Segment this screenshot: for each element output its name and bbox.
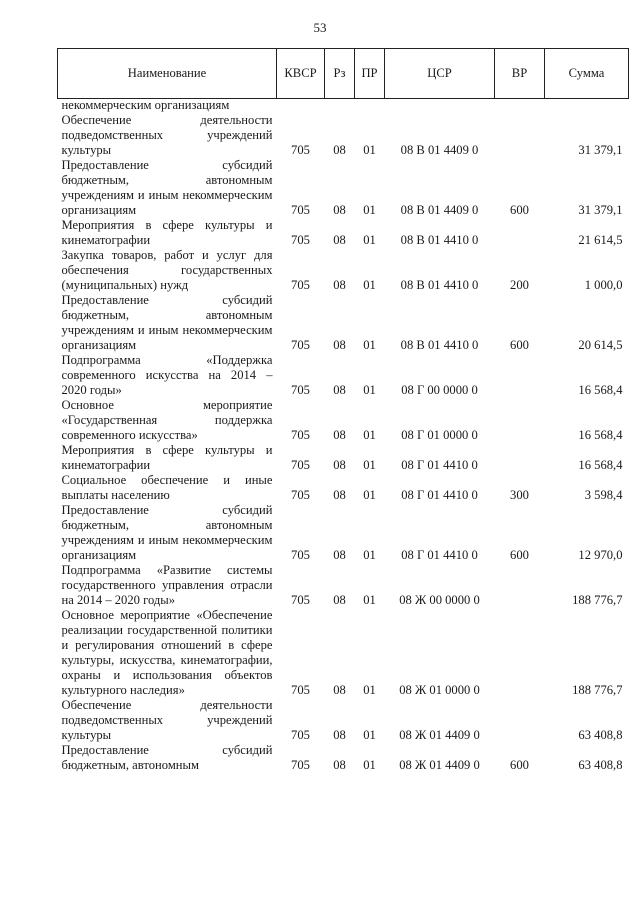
cell-sum: 63 408,8 xyxy=(578,728,623,742)
cell-pr: 01 xyxy=(363,203,376,217)
header-rz: Рз xyxy=(325,49,355,99)
cell-sum: 20 614,5 xyxy=(578,338,623,352)
cell-sum: 31 379,1 xyxy=(578,143,623,157)
cell-sum: 31 379,1 xyxy=(578,203,623,217)
cell-rz: 08 xyxy=(333,338,346,352)
cell-name: Подпрограмма «Развитие системы государственного управления отрасли на 2014 – 2020 годы» xyxy=(61,563,273,607)
cell-rz: 08 xyxy=(333,683,346,697)
header-csr: ЦСР xyxy=(385,49,495,99)
cell-pr: 01 xyxy=(363,458,376,472)
cell-name: Обеспечение деятельности подведомственных учреждений культуры xyxy=(61,698,273,742)
table-row xyxy=(58,503,629,563)
cell-pr: 01 xyxy=(363,143,376,157)
cell-sum: 3 598,4 xyxy=(584,488,623,502)
cell-pr: 01 xyxy=(363,758,376,772)
cell-csr: 08 В 01 4409 0 xyxy=(400,143,479,157)
cell-vr xyxy=(495,113,545,158)
cell-vr: 600 xyxy=(510,548,529,562)
cell-rz: 08 xyxy=(333,143,346,157)
cell-rz: 08 xyxy=(333,758,346,772)
budget-table xyxy=(57,48,629,773)
cell-pr: 01 xyxy=(363,683,376,697)
table-row xyxy=(58,698,629,743)
cell-pr: 01 xyxy=(363,548,376,562)
cell-pr: 01 xyxy=(363,383,376,397)
header-sum: Сумма xyxy=(545,49,629,99)
table-row xyxy=(58,563,629,608)
cell-vr xyxy=(495,99,545,114)
cell-csr: 08 Г 00 0000 0 xyxy=(401,383,478,397)
cell-vr xyxy=(495,608,545,698)
cell-kvsr: 705 xyxy=(291,233,310,247)
header-vr: ВР xyxy=(495,49,545,99)
cell-sum: 12 970,0 xyxy=(578,548,623,562)
page-number: 53 xyxy=(313,20,327,35)
cell-pr: 01 xyxy=(363,278,376,292)
table-row xyxy=(58,398,629,443)
cell-pr: 01 xyxy=(363,233,376,247)
cell-vr: 600 xyxy=(510,338,529,352)
cell-rz: 08 xyxy=(333,203,346,217)
cell-name: Предоставление субсидий бюджетным, автономным xyxy=(61,743,273,772)
cell-vr: 300 xyxy=(510,488,529,502)
cell-name: Предоставление субсидий бюджетным, автономным учреждениям и иным некоммерческим организациям xyxy=(61,503,273,562)
cell-name: некоммерческим организациям xyxy=(61,98,230,112)
cell-pr: 01 xyxy=(363,338,376,352)
cell-kvsr: 705 xyxy=(291,383,310,397)
cell-name: Социальное обеспечение и иные выплаты населению xyxy=(61,473,273,502)
cell-rz: 08 xyxy=(333,548,346,562)
cell-kvsr: 705 xyxy=(291,683,310,697)
cell-vr xyxy=(495,698,545,743)
cell-rz: 08 xyxy=(333,728,346,742)
cell-rz: 08 xyxy=(333,383,346,397)
cell-pr: 01 xyxy=(363,728,376,742)
table-row xyxy=(58,743,629,773)
table-row xyxy=(58,113,629,158)
cell-kvsr: 705 xyxy=(291,548,310,562)
cell-csr: 08 В 01 4410 0 xyxy=(400,278,479,292)
cell-vr: 200 xyxy=(510,278,529,292)
cell-vr: 600 xyxy=(510,203,529,217)
cell-sum: 16 568,4 xyxy=(578,428,623,442)
cell-csr: 08 В 01 4409 0 xyxy=(400,203,479,217)
cell-pr: 01 xyxy=(363,488,376,502)
cell-csr: 08 Г 01 4410 0 xyxy=(401,458,478,472)
table-row xyxy=(58,248,629,293)
cell-sum: 1 000,0 xyxy=(584,278,623,292)
cell-rz: 08 xyxy=(333,593,346,607)
cell-sum: 16 568,4 xyxy=(578,383,623,397)
cell-kvsr: 705 xyxy=(291,458,310,472)
cell-sum: 188 776,7 xyxy=(572,683,623,697)
cell-name: Основное мероприятие «Обеспечение реализации государственной политики и регулирования отношений в сфере культуры, искусства, кинематографии, охраны и использования объектов культурного наследия» xyxy=(61,608,273,697)
table-row xyxy=(58,353,629,398)
cell-csr: 08 Ж 01 4409 0 xyxy=(399,728,480,742)
cell-sum: 16 568,4 xyxy=(578,458,623,472)
cell-csr: 08 Г 01 4410 0 xyxy=(401,548,478,562)
cell-name: Подпрограмма «Поддержка современного искусства на 2014 – 2020 годы» xyxy=(61,353,273,397)
cell-vr: 600 xyxy=(510,758,529,772)
table-row xyxy=(58,99,629,114)
cell-csr: 08 Г 01 4410 0 xyxy=(401,488,478,502)
cell-rz: 08 xyxy=(333,428,346,442)
cell-vr xyxy=(495,443,545,473)
cell-kvsr: 705 xyxy=(291,338,310,352)
cell-kvsr: 705 xyxy=(291,143,310,157)
cell-kvsr: 705 xyxy=(291,593,310,607)
table-row xyxy=(58,293,629,353)
cell-pr xyxy=(355,99,385,114)
cell-sum xyxy=(545,99,629,114)
cell-vr xyxy=(495,563,545,608)
cell-name: Закупка товаров, работ и услуг для обеспечения государственных (муниципальных) нужд xyxy=(61,248,273,292)
cell-kvsr: 705 xyxy=(291,278,310,292)
table-body xyxy=(58,99,629,774)
cell-kvsr: 705 xyxy=(291,758,310,772)
cell-rz: 08 xyxy=(333,488,346,502)
header-pr: ПР xyxy=(355,49,385,99)
cell-csr: 08 Ж 00 0000 0 xyxy=(399,593,480,607)
cell-vr xyxy=(495,353,545,398)
cell-csr: 08 Ж 01 4409 0 xyxy=(399,758,480,772)
table-row xyxy=(58,158,629,218)
cell-name: Обеспечение деятельности подведомственных учреждений культуры xyxy=(61,113,273,157)
cell-rz: 08 xyxy=(333,458,346,472)
header-kvsr: КВСР xyxy=(277,49,325,99)
cell-kvsr: 705 xyxy=(291,728,310,742)
cell-csr: 08 Г 01 0000 0 xyxy=(401,428,478,442)
cell-csr: 08 В 01 4410 0 xyxy=(400,338,479,352)
cell-csr xyxy=(385,99,495,114)
table-row xyxy=(58,443,629,473)
cell-kvsr: 705 xyxy=(291,428,310,442)
cell-sum: 63 408,8 xyxy=(578,758,623,772)
cell-rz xyxy=(325,99,355,114)
cell-kvsr: 705 xyxy=(291,203,310,217)
table-row xyxy=(58,473,629,503)
cell-vr xyxy=(495,398,545,443)
cell-rz: 08 xyxy=(333,278,346,292)
cell-name: Предоставление субсидий бюджетным, автономным учреждениям и иным некоммерческим организациям xyxy=(61,158,273,217)
cell-csr: 08 В 01 4410 0 xyxy=(400,233,479,247)
cell-name: Основное мероприятие «Государственная поддержка современного искусства» xyxy=(61,398,273,442)
cell-pr: 01 xyxy=(363,593,376,607)
cell-kvsr xyxy=(277,99,325,114)
cell-name: Предоставление субсидий бюджетным, автономным учреждениям и иным некоммерческим организациям xyxy=(61,293,273,352)
table-row xyxy=(58,608,629,698)
cell-csr: 08 Ж 01 0000 0 xyxy=(399,683,480,697)
cell-vr xyxy=(495,218,545,248)
cell-pr: 01 xyxy=(363,428,376,442)
cell-sum: 188 776,7 xyxy=(572,593,623,607)
table-header xyxy=(58,49,629,99)
table-row xyxy=(58,218,629,248)
cell-sum: 21 614,5 xyxy=(578,233,623,247)
cell-name: Мероприятия в сфере культуры и кинематографии xyxy=(61,218,273,247)
cell-name: Мероприятия в сфере культуры и кинематографии xyxy=(61,443,273,472)
cell-kvsr: 705 xyxy=(291,488,310,502)
cell-rz: 08 xyxy=(333,233,346,247)
header-name: Наименование xyxy=(58,49,277,99)
